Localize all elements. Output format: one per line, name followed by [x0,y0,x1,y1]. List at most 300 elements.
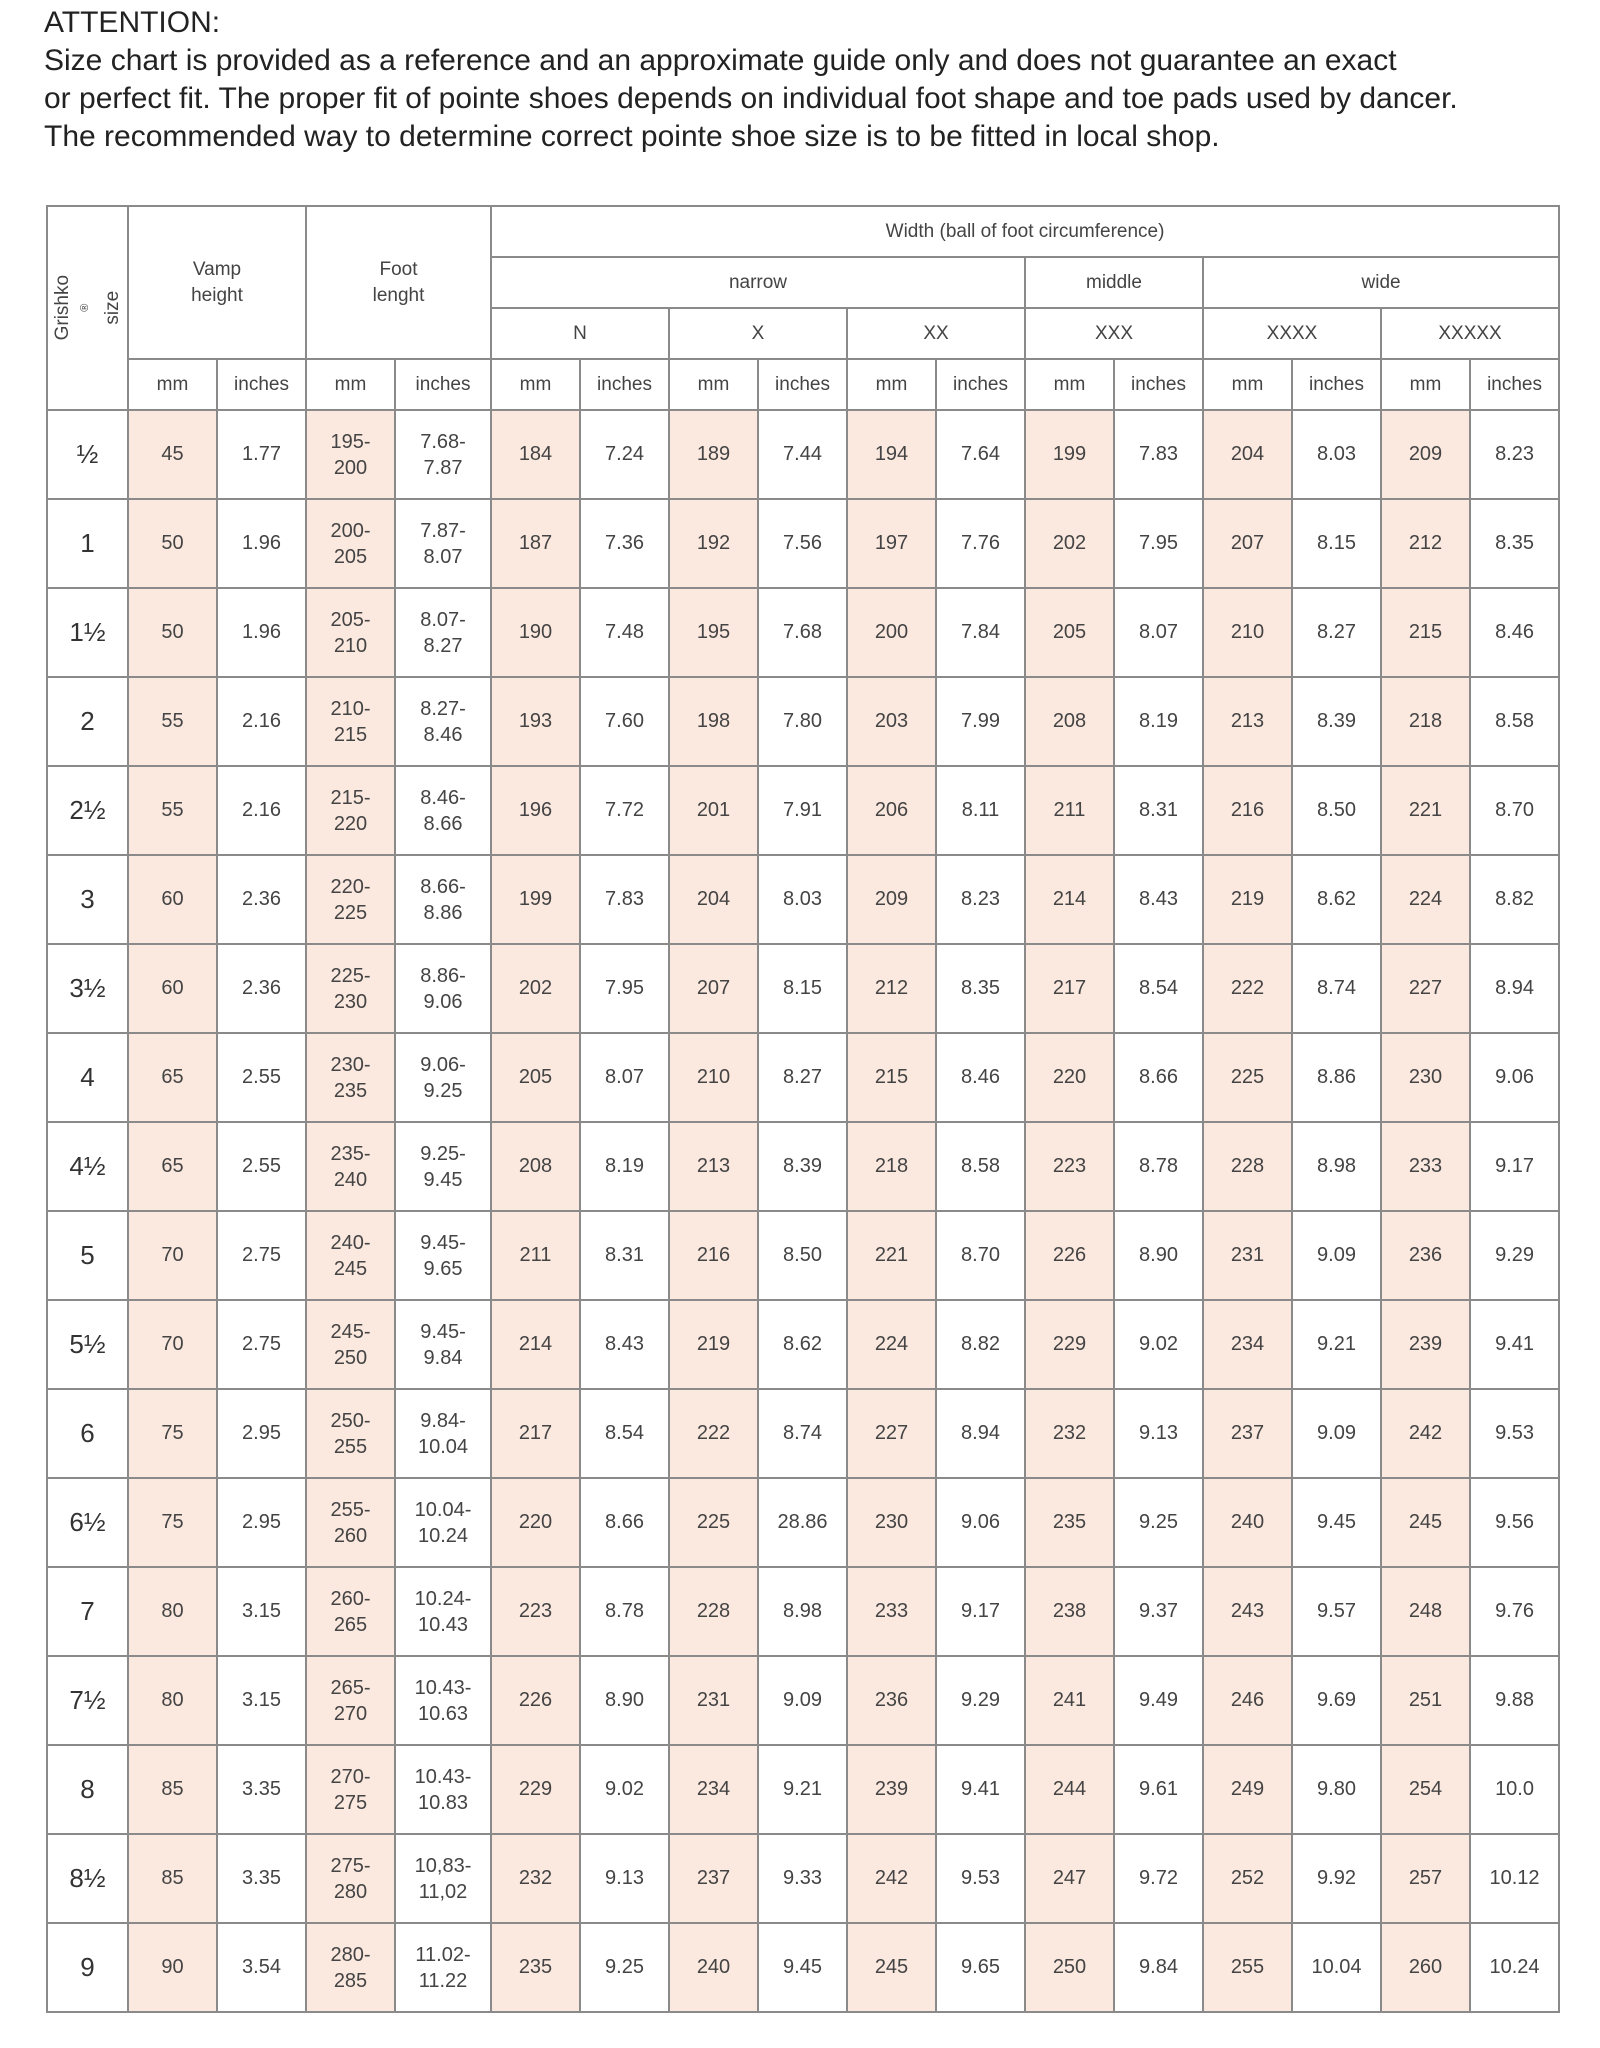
foot-mm-cell: 245- 250 [306,1300,395,1389]
width-inches-cell: 7.99 [936,677,1025,766]
width-inches-cell: 8.66 [1114,1033,1203,1122]
width-mm-cell: 213 [669,1122,758,1211]
width-inches-cell: 7.44 [758,410,847,499]
foot-mm-cell: 210- 215 [306,677,395,766]
vamp-mm-cell: 85 [128,1834,217,1923]
width-mm-cell: 215 [1381,588,1470,677]
width-mm-cell: 218 [1381,677,1470,766]
unit-mm: mm [128,359,217,410]
foot-inches-cell: 9.84- 10.04 [395,1389,491,1478]
size-cell: 2½ [47,766,128,855]
width-mm-cell: 201 [669,766,758,855]
width-mm-cell: 200 [847,588,936,677]
width-mm-cell: 194 [847,410,936,499]
width-inches-cell: 8.74 [758,1389,847,1478]
width-inches-cell: 9.06 [1470,1033,1559,1122]
foot-length-header: Foot lenght [306,206,491,359]
unit-mm: mm [1381,359,1470,410]
width-inches-cell: 7.56 [758,499,847,588]
width-mm-cell: 237 [1203,1389,1292,1478]
table-row [47,1745,1559,1834]
width-inches-cell: 9.29 [936,1656,1025,1745]
width-inches-cell: 9.56 [1470,1478,1559,1567]
group-narrow: narrow [491,257,1025,308]
vamp-inches-cell: 2.95 [217,1478,306,1567]
width-mm-cell: 250 [1025,1923,1114,2012]
vamp-mm-cell: 75 [128,1478,217,1567]
width-n-header: N [491,308,669,359]
vamp-inches-cell: 3.15 [217,1656,306,1745]
width-inches-cell: 9.37 [1114,1567,1203,1656]
width-mm-cell: 229 [1025,1300,1114,1389]
width-inches-cell: 8.15 [758,944,847,1033]
width-inches-cell: 9.84 [1114,1923,1203,2012]
table-row [47,1567,1559,1656]
unit-mm: mm [306,359,395,410]
width-mm-cell: 249 [1203,1745,1292,1834]
vamp-mm-cell: 70 [128,1211,217,1300]
width-inches-cell: 7.60 [580,677,669,766]
width-inches-cell: 9.45 [1292,1478,1381,1567]
width-mm-cell: 208 [491,1122,580,1211]
foot-mm-cell: 275- 280 [306,1834,395,1923]
width-inches-cell: 8.27 [1292,588,1381,677]
width-mm-cell: 184 [491,410,580,499]
unit-inches: inches [580,359,669,410]
width-inches-cell: 8.54 [1114,944,1203,1033]
notice-line: Size chart is provided as a reference and an approximate guide only and does not guarantee an exact [44,44,1397,77]
width-inches-cell: 8.23 [1470,410,1559,499]
table-row [47,588,1559,677]
width-mm-cell: 248 [1381,1567,1470,1656]
table-row [47,1033,1559,1122]
size-cell: 2 [47,677,128,766]
width-inches-cell: 8.98 [1292,1122,1381,1211]
width-mm-cell: 208 [1025,677,1114,766]
width-mm-cell: 207 [669,944,758,1033]
width-mm-cell: 212 [847,944,936,1033]
width-mm-cell: 197 [847,499,936,588]
table-row [47,1923,1559,2012]
vamp-mm-cell: 50 [128,588,217,677]
width-mm-cell: 231 [1203,1211,1292,1300]
size-word: size [102,291,124,325]
width-inches-cell: 9.61 [1114,1745,1203,1834]
width-mm-cell: 230 [847,1478,936,1567]
width-x-header: X [669,308,847,359]
width-inches-cell: 8.86 [1292,1033,1381,1122]
width-mm-cell: 212 [1381,499,1470,588]
width-inches-cell: 7.95 [1114,499,1203,588]
size-cell: 4½ [47,1122,128,1211]
vamp-inches-cell: 2.36 [217,944,306,1033]
width-mm-cell: 207 [1203,499,1292,588]
vamp-inches-cell: 2.36 [217,855,306,944]
table-row [47,677,1559,766]
width-inches-cell: 9.49 [1114,1656,1203,1745]
width-mm-cell: 227 [1381,944,1470,1033]
foot-inches-cell: 10.43- 10.63 [395,1656,491,1745]
foot-mm-cell: 235- 240 [306,1122,395,1211]
width-inches-cell: 8.43 [580,1300,669,1389]
width-mm-cell: 219 [1203,855,1292,944]
table-row [47,1656,1559,1745]
vamp-mm-cell: 70 [128,1300,217,1389]
width-mm-cell: 232 [1025,1389,1114,1478]
width-mm-cell: 254 [1381,1745,1470,1834]
width-inches-cell: 9.57 [1292,1567,1381,1656]
width-inches-cell: 10.12 [1470,1834,1559,1923]
foot-inches-cell: 10.24- 10.43 [395,1567,491,1656]
width-mm-cell: 224 [847,1300,936,1389]
notice-line: or perfect fit. The proper fit of pointe shoes depends on individual foot shape and toe pads used by dancer. [44,82,1458,115]
width-inches-cell: 8.07 [1114,588,1203,677]
width-mm-cell: 216 [1203,766,1292,855]
width-inches-cell: 8.46 [936,1033,1025,1122]
width-inches-cell: 8.90 [1114,1211,1203,1300]
table-row [47,766,1559,855]
width-mm-cell: 226 [491,1656,580,1745]
width-inches-cell: 9.09 [758,1656,847,1745]
width-mm-cell: 233 [847,1567,936,1656]
width-inches-cell: 8.66 [580,1478,669,1567]
width-mm-cell: 234 [1203,1300,1292,1389]
vamp-mm-cell: 75 [128,1389,217,1478]
width-mm-cell: 223 [491,1567,580,1656]
width-mm-cell: 239 [1381,1300,1470,1389]
vamp-mm-cell: 65 [128,1033,217,1122]
width-header: Width (ball of foot circumference) [491,206,1559,257]
width-inches-cell: 8.82 [936,1300,1025,1389]
size-cell: 7½ [47,1656,128,1745]
width-inches-cell: 9.21 [758,1745,847,1834]
width-inches-cell: 9.72 [1114,1834,1203,1923]
size-chart-table [46,205,1560,2013]
size-cell: 6½ [47,1478,128,1567]
width-mm-cell: 199 [1025,410,1114,499]
width-inches-cell: 8.27 [758,1033,847,1122]
foot-mm-cell: 195- 200 [306,410,395,499]
width-mm-cell: 224 [1381,855,1470,944]
width-mm-cell: 210 [669,1033,758,1122]
width-inches-cell: 7.83 [580,855,669,944]
width-inches-cell: 9.29 [1470,1211,1559,1300]
width-mm-cell: 245 [847,1923,936,2012]
registered-mark: ® [78,303,91,313]
width-inches-cell: 8.35 [1470,499,1559,588]
width-mm-cell: 227 [847,1389,936,1478]
width-mm-cell: 242 [1381,1389,1470,1478]
vamp-mm-cell: 60 [128,944,217,1033]
foot-inches-cell: 7.68- 7.87 [395,410,491,499]
size-header [47,206,128,410]
width-mm-cell: 240 [669,1923,758,2012]
foot-mm-cell: 230- 235 [306,1033,395,1122]
vamp-mm-cell: 90 [128,1923,217,2012]
width-inches-cell: 7.91 [758,766,847,855]
unit-mm: mm [1203,359,1292,410]
width-mm-cell: 230 [1381,1033,1470,1122]
vamp-mm-cell: 65 [128,1122,217,1211]
width-mm-cell: 204 [1203,410,1292,499]
width-mm-cell: 220 [491,1478,580,1567]
width-inches-cell: 9.09 [1292,1389,1381,1478]
foot-inches-cell: 8.86- 9.06 [395,944,491,1033]
vamp-inches-cell: 3.35 [217,1834,306,1923]
foot-mm-cell: 225- 230 [306,944,395,1033]
width-mm-cell: 193 [491,677,580,766]
size-cell: 8½ [47,1834,128,1923]
vamp-mm-cell: 85 [128,1745,217,1834]
table-row [47,944,1559,1033]
width-inches-cell: 8.58 [1470,677,1559,766]
width-mm-cell: 235 [491,1923,580,2012]
width-inches-cell: 9.53 [1470,1389,1559,1478]
width-inches-cell: 9.53 [936,1834,1025,1923]
brand-name: Grishko [51,275,73,341]
width-mm-cell: 199 [491,855,580,944]
width-inches-cell: 8.19 [580,1122,669,1211]
width-mm-cell: 217 [1025,944,1114,1033]
foot-inches-cell: 10,83- 11,02 [395,1834,491,1923]
width-inches-cell: 9.33 [758,1834,847,1923]
width-inches-cell: 8.74 [1292,944,1381,1033]
table-row [47,1834,1559,1923]
width-mm-cell: 241 [1025,1656,1114,1745]
width-inches-cell: 7.48 [580,588,669,677]
width-mm-cell: 232 [491,1834,580,1923]
width-mm-cell: 229 [491,1745,580,1834]
vamp-mm-cell: 50 [128,499,217,588]
vamp-inches-cell: 2.55 [217,1122,306,1211]
width-mm-cell: 213 [1203,677,1292,766]
foot-inches-cell: 7.87- 8.07 [395,499,491,588]
width-mm-cell: 198 [669,677,758,766]
unit-row [47,359,1559,410]
vamp-inches-cell: 2.75 [217,1211,306,1300]
size-cell: 8 [47,1745,128,1834]
foot-inches-cell: 10.43- 10.83 [395,1745,491,1834]
width-mm-cell: 205 [1025,588,1114,677]
width-inches-cell: 9.13 [1114,1389,1203,1478]
foot-mm-cell: 215- 220 [306,766,395,855]
width-mm-cell: 214 [491,1300,580,1389]
width-mm-cell: 244 [1025,1745,1114,1834]
vamp-inches-cell: 3.54 [217,1923,306,2012]
size-cell: 3½ [47,944,128,1033]
foot-mm-cell: 240- 245 [306,1211,395,1300]
width-inches-cell: 8.39 [1292,677,1381,766]
width-inches-cell: 8.70 [1470,766,1559,855]
width-mm-cell: 247 [1025,1834,1114,1923]
table-row [47,855,1559,944]
vamp-mm-cell: 80 [128,1567,217,1656]
foot-inches-cell: 8.27- 8.46 [395,677,491,766]
width-mm-cell: 245 [1381,1478,1470,1567]
width-mm-cell: 204 [669,855,758,944]
width-inches-cell: 8.94 [936,1389,1025,1478]
vamp-inches-cell: 1.77 [217,410,306,499]
width-inches-cell: 8.43 [1114,855,1203,944]
width-mm-cell: 228 [1203,1122,1292,1211]
width-inches-cell: 8.78 [1114,1122,1203,1211]
width-mm-cell: 217 [491,1389,580,1478]
width-inches-cell: 9.02 [580,1745,669,1834]
width-mm-cell: 243 [1203,1567,1292,1656]
width-inches-cell: 8.31 [580,1211,669,1300]
width-inches-cell: 9.76 [1470,1567,1559,1656]
width-inches-cell: 8.19 [1114,677,1203,766]
width-mm-cell: 203 [847,677,936,766]
width-inches-cell: 10.04 [1292,1923,1381,2012]
foot-inches-cell: 9.45- 9.65 [395,1211,491,1300]
width-inches-cell: 8.50 [758,1211,847,1300]
unit-inches: inches [1470,359,1559,410]
width-mm-cell: 222 [669,1389,758,1478]
size-cell: 1½ [47,588,128,677]
width-mm-cell: 237 [669,1834,758,1923]
width-mm-cell: 238 [1025,1567,1114,1656]
width-mm-cell: 211 [1025,766,1114,855]
width-inches-cell: 9.25 [1114,1478,1203,1567]
foot-mm-cell: 280- 285 [306,1923,395,2012]
attention-notice [44,4,1574,156]
foot-mm-cell: 270- 275 [306,1745,395,1834]
width-inches-cell: 8.62 [1292,855,1381,944]
width-inches-cell: 8.98 [758,1567,847,1656]
width-mm-cell: 246 [1203,1656,1292,1745]
width-mm-cell: 225 [669,1478,758,1567]
width-inches-cell: 8.54 [580,1389,669,1478]
vamp-inches-cell: 2.16 [217,677,306,766]
width-mm-cell: 218 [847,1122,936,1211]
size-cell: 1 [47,499,128,588]
width-xx-header: XX [847,308,1025,359]
unit-mm: mm [669,359,758,410]
width-mm-cell: 228 [669,1567,758,1656]
width-mm-cell: 239 [847,1745,936,1834]
width-inches-cell: 9.41 [936,1745,1025,1834]
width-mm-cell: 196 [491,766,580,855]
width-mm-cell: 223 [1025,1122,1114,1211]
width-inches-cell: 7.80 [758,677,847,766]
width-mm-cell: 221 [1381,766,1470,855]
vamp-mm-cell: 45 [128,410,217,499]
width-mm-cell: 211 [491,1211,580,1300]
width-inches-cell: 8.39 [758,1122,847,1211]
width-mm-cell: 219 [669,1300,758,1389]
size-cell: 5½ [47,1300,128,1389]
unit-inches: inches [1114,359,1203,410]
width-inches-cell: 8.62 [758,1300,847,1389]
unit-inches: inches [217,359,306,410]
unit-inches: inches [758,359,847,410]
vamp-inches-cell: 2.16 [217,766,306,855]
width-inches-cell: 9.17 [1470,1122,1559,1211]
width-xxx-header: XXX [1025,308,1203,359]
width-mm-cell: 206 [847,766,936,855]
width-inches-cell: 9.65 [936,1923,1025,2012]
foot-inches-cell: 10.04- 10.24 [395,1478,491,1567]
width-mm-cell: 192 [669,499,758,588]
width-inches-cell: 8.58 [936,1122,1025,1211]
width-mm-cell: 187 [491,499,580,588]
width-inches-cell: 9.02 [1114,1300,1203,1389]
width-inches-cell: 9.45 [758,1923,847,2012]
size-cell: 6 [47,1389,128,1478]
group-middle: middle [1025,257,1203,308]
foot-inches-cell: 8.07- 8.27 [395,588,491,677]
width-mm-cell: 195 [669,588,758,677]
foot-mm-cell: 250- 255 [306,1389,395,1478]
foot-mm-cell: 205- 210 [306,588,395,677]
table-row [47,1300,1559,1389]
width-inches-cell: 8.03 [1292,410,1381,499]
width-mm-cell: 209 [1381,410,1470,499]
unit-inches: inches [936,359,1025,410]
width-inches-cell: 8.46 [1470,588,1559,677]
width-inches-cell: 7.84 [936,588,1025,677]
foot-mm-cell: 220- 225 [306,855,395,944]
width-inches-cell: 8.35 [936,944,1025,1033]
size-header-label [51,275,124,340]
table-row [47,499,1559,588]
width-inches-cell: 8.90 [580,1656,669,1745]
width-mm-cell: 220 [1025,1033,1114,1122]
table-row [47,1211,1559,1300]
width-inches-cell: 8.50 [1292,766,1381,855]
width-inches-cell: 8.15 [1292,499,1381,588]
unit-mm: mm [847,359,936,410]
group-wide: wide [1203,257,1559,308]
width-inches-cell: 8.11 [936,766,1025,855]
unit-inches: inches [395,359,491,410]
width-inches-cell: 9.92 [1292,1834,1381,1923]
width-inches-cell: 7.95 [580,944,669,1033]
width-inches-cell: 8.78 [580,1567,669,1656]
vamp-inches-cell: 2.95 [217,1389,306,1478]
vamp-height-header: Vamp height [128,206,306,359]
width-mm-cell: 251 [1381,1656,1470,1745]
vamp-inches-cell: 3.35 [217,1745,306,1834]
table-row [47,1478,1559,1567]
table-row [47,410,1559,499]
width-inches-cell: 10.0 [1470,1745,1559,1834]
width-inches-cell: 7.24 [580,410,669,499]
unit-mm: mm [1025,359,1114,410]
width-mm-cell: 260 [1381,1923,1470,2012]
width-inches-cell: 9.13 [580,1834,669,1923]
width-inches-cell: 9.21 [1292,1300,1381,1389]
width-mm-cell: 252 [1203,1834,1292,1923]
foot-mm-cell: 265- 270 [306,1656,395,1745]
width-inches-cell: 9.41 [1470,1300,1559,1389]
size-cell: 9 [47,1923,128,2012]
size-cell: 7 [47,1567,128,1656]
width-mm-cell: 214 [1025,855,1114,944]
width-mm-cell: 234 [669,1745,758,1834]
width-mm-cell: 236 [847,1656,936,1745]
width-mm-cell: 216 [669,1211,758,1300]
vamp-inches-cell: 1.96 [217,588,306,677]
width-inches-cell: 9.88 [1470,1656,1559,1745]
width-mm-cell: 242 [847,1834,936,1923]
foot-mm-cell: 255- 260 [306,1478,395,1567]
foot-inches-cell: 9.25- 9.45 [395,1122,491,1211]
foot-inches-cell: 9.06- 9.25 [395,1033,491,1122]
size-cell: ½ [47,410,128,499]
width-inches-cell: 7.83 [1114,410,1203,499]
